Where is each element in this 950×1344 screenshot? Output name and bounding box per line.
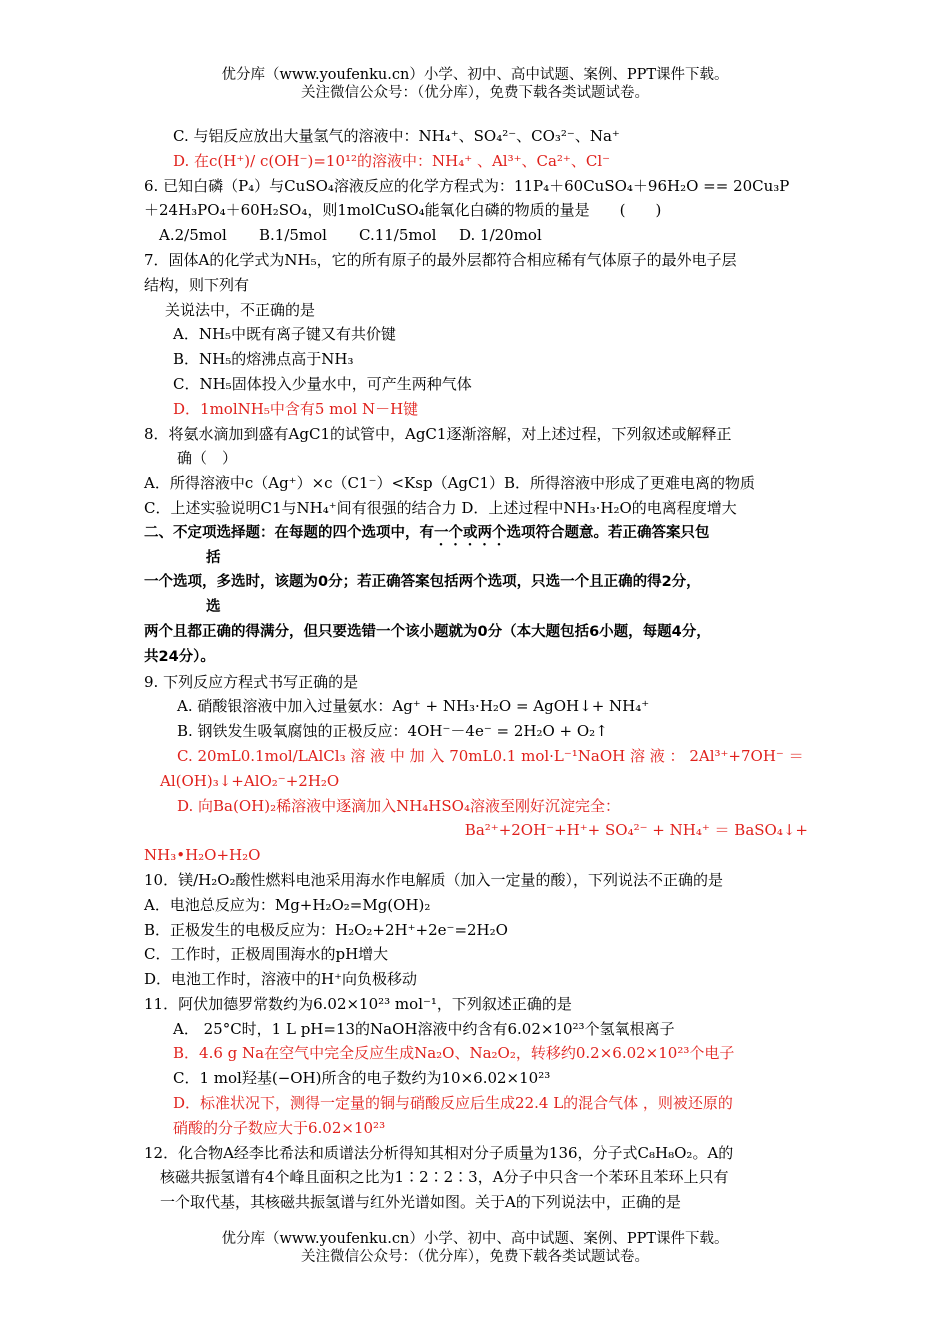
q10-stem: 10．镁/H₂O₂酸性燃料电池采用海水作电解质（加入一定量的酸），下列说法不正确的是 — [144, 870, 724, 889]
q11-option-c: C．1 mol羟基(−OH)所含的电子数约为10×6.02×10²³ — [173, 1069, 551, 1088]
section-2-line-6: 共24分）。 — [144, 648, 215, 665]
q12-stem-line-1: 12．化合物A经李比希法和质谱法分析得知其相对分子质量为136，分子式C₈H₈O₂。A的 — [144, 1143, 734, 1162]
section-2-line-4: 选 — [206, 599, 221, 616]
page-header — [0, 66, 950, 102]
section-2-text-c: 选项符合题意。若正确答案只包 — [506, 524, 710, 541]
q9-option-d-line-1: D. 向Ba(OH)₂稀溶液中逐滴加入NH₄HSO₄溶液至刚好沉淀完全： — [177, 796, 620, 815]
q7-stem-line-3: 关说法中，不正确的是 — [165, 300, 316, 319]
footer-line-2: 关注微信公众号：（优分库），免费下载各类试题试卷。 — [301, 1249, 649, 1265]
exam-content — [144, 124, 808, 1215]
q8-options-cd: C．上述实验说明C1与NH₄⁺间有很强的结合力 D．上述过程中NH₃·H₂O的电离程度增大 — [144, 498, 737, 517]
q7-option-b: B．NH₅的熔沸点高于NH₃ — [173, 350, 354, 369]
q6-option-c: C.11/5mol — [359, 226, 437, 245]
q11-option-d-line-2: 硝酸的分子数应大于6.02×10²³ — [173, 1118, 386, 1137]
q10-option-c: C．工作时，正极周围海水的pH增大 — [144, 945, 389, 964]
q11-option-d-line-1: D．标准状况下，测得一定量的铜与硝酸反应后生成22.4 L的混合气体 ，则被还原的 — [173, 1094, 733, 1113]
q7-stem-line-2: 结构，则下列有 — [144, 275, 250, 294]
q8-stem-line-1: 8．将氨水滴加到盛有AgC1的试管中，AgC1逐渐溶解，对上述过程，下列叙述或解释正 — [144, 424, 732, 443]
q6-stem-line-2: ＋24H₃PO₄＋60H₂SO₄，则1molCuSO₄能氧化白磷的物质的量是 ( ) — [144, 201, 662, 220]
header-line-1: 优分库（www.youfenku.cn）小学、初中、高中试题、案例、PPT课件下载。 — [221, 67, 729, 83]
q5-option-d: D. 在c(H⁺)/ c(OH⁻)=10¹²的溶液中：NH₄⁺ 、Al³⁺、Ca²⁺、Cl⁻ — [173, 151, 611, 170]
q11-option-b: B．4.6 g Na在空气中完全反应生成Na₂O、Na₂O₂，转移约0.2×6.02×10²³个电子 — [173, 1044, 735, 1063]
footer-line-1: 优分库（www.youfenku.cn）小学、初中、高中试题、案例、PPT课件下载。 — [221, 1231, 729, 1247]
section-2-line-3: 一个选项，多选时，该题为0分；若正确答案包括两个选项，只选一个且正确的得2分， — [144, 574, 701, 591]
q8-options-ab: A．所得溶液中c（Ag⁺）×c（C1⁻）<Ksp（AgC1）B．所得溶液中形成了更难电离的物质 — [144, 474, 756, 493]
q9-stem: 9. 下列反应方程式书写正确的是 — [144, 672, 359, 691]
section-2-text-a: 二、不定项选择题：在每题的四个选项中，有 — [144, 524, 434, 541]
q9-option-c-line-2: Al(OH)₃↓+AlO₂⁻+2H₂O — [160, 771, 340, 790]
q7-option-a: A．NH₅中既有离子键又有共价键 — [173, 325, 397, 344]
q10-option-b: B．正极发生的电极反应为：H₂O₂+2H⁺+2e⁻=2H₂O — [144, 920, 508, 939]
q11-option-a: A． 25°C时，1 L pH=13的NaOH溶液中约含有6.02×10²³个氢氧根离子 — [173, 1019, 675, 1038]
q5-option-c: C. 与铝反应放出大量氢气的溶液中：NH₄⁺、SO₄²⁻、CO₃²⁻、Na⁺ — [173, 127, 620, 145]
section-2-line-5: 两个且都正确的得满分，但只要选错一个该小题就为0分（本大题包括6小题，每题4分， — [144, 623, 711, 640]
section-2-line-1 — [144, 521, 808, 546]
q7-option-d: D．1molNH₅中含有5 mol N－H键 — [173, 399, 419, 418]
q9-option-c-line-1: C. 20mL0.1mol/LAlCl₃ 溶 液 中 加 入 70mL0.1 mol·L⁻¹NaOH 溶 液 ： 2Al³⁺+7OH⁻ ＝ — [177, 746, 804, 765]
q9-option-a: A. 硝酸银溶液中加入过量氨水：Ag⁺ + NH₃·H₂O = AgOH↓+ NH₄⁺ — [177, 697, 650, 716]
q6-option-a: A.2/5mol — [159, 226, 227, 245]
q9-option-d-line-3: NH₃•H₂O+H₂O — [144, 846, 261, 865]
q6-option-d: D. 1/20mol — [459, 226, 542, 245]
q9-option-d-line-2: Ba²⁺+2OH⁻+H⁺+ SO₄²⁻ + NH₄⁺ ＝ BaSO₄↓+ — [464, 821, 808, 840]
q7-option-c: C．NH₅固体投入少量水中，可产生两种气体 — [173, 374, 472, 393]
q6-stem-line-1: 6. 已知白磷（P₄）与CuSO₄溶液反应的化学方程式为：11P₄＋60CuSO₄＋96H₂O == 20Cu₃P — [144, 176, 790, 195]
q7-stem-line-1: 7．固体A的化学式为NH₅，它的所有原子的最外层都符合相应稀有气体原子的最外电子层 — [144, 250, 737, 269]
page-footer — [0, 1230, 950, 1266]
q10-option-a: A．电池总反应为：Mg+H₂O₂=Mg(OH)₂ — [144, 895, 431, 914]
q10-option-d: D．电池工作时，溶液中的H⁺向负极移动 — [144, 970, 418, 989]
q9-option-b: B. 钢铁发生吸氧腐蚀的正极反应：4OH⁻－4e⁻ = 2H₂O + O₂↑ — [177, 722, 608, 741]
q12-stem-line-2: 核磁共振氢谱有4个峰且面积之比为1∶2∶2∶3，A分子中只含一个苯环且苯环上只有 — [160, 1168, 729, 1187]
q6-option-b: B.1/5mol — [259, 226, 327, 245]
section-2-emphasis: 一个或两个 — [434, 524, 507, 541]
q6-options — [144, 223, 808, 248]
q8-stem-line-2: 确（ ） — [177, 449, 238, 468]
header-line-2: 关注微信公众号：（优分库），免费下载各类试题试卷。 — [301, 85, 649, 101]
q11-stem: 11．阿伏加德罗常数约为6.02×10²³ mol⁻¹，下列叙述正确的是 — [144, 994, 572, 1013]
section-2-line-2: 括 — [206, 549, 221, 566]
q12-stem-line-3: 一个取代基，其核磁共振氢谱与红外光谱如图。关于A的下列说法中，正确的是 — [160, 1193, 681, 1212]
